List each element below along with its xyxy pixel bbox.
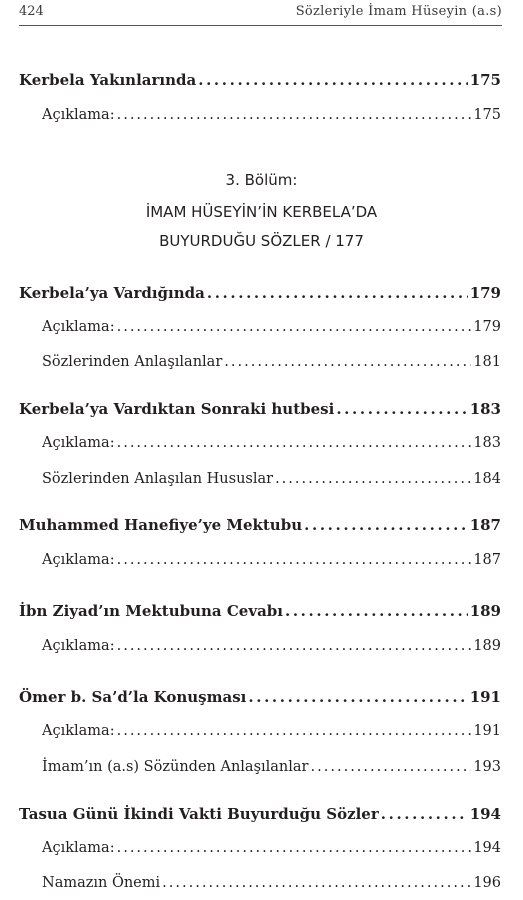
toc-entry-page: 179 <box>473 319 501 335</box>
toc-entry[interactable] <box>19 516 501 538</box>
toc-subentry[interactable] <box>42 107 501 129</box>
dot-leader <box>117 552 472 568</box>
running-title: Sözleriyle İmam Hüseyin (a.s) <box>295 4 502 19</box>
toc-entry[interactable] <box>19 284 501 306</box>
toc-entry-page: 191 <box>473 723 501 739</box>
toc-entry-title: Ömer b. Sa’d’la Konuşması <box>19 688 247 706</box>
toc-entry-title: İmam’ın (a.s) Sözünden Anlaşılanlar <box>42 759 309 775</box>
toc-entry-title: Açıklama: <box>42 107 115 123</box>
toc-subentry[interactable] <box>42 875 501 897</box>
toc-entry-title: İbn Ziyad’ın Mektubuna Cevabı <box>19 602 283 620</box>
toc-entry-page: 196 <box>473 875 501 891</box>
toc-entry-page: 189 <box>469 602 501 620</box>
toc-entry[interactable] <box>19 602 501 624</box>
page-number: 424 <box>19 4 44 19</box>
toc-entry-page: 194 <box>469 805 501 823</box>
dot-leader <box>336 400 467 418</box>
dot-leader <box>162 875 471 891</box>
dot-leader <box>198 71 467 89</box>
dot-leader <box>117 107 472 123</box>
toc-entry-title: Açıklama: <box>42 435 115 451</box>
toc-entry[interactable] <box>19 71 501 93</box>
dot-leader <box>117 840 472 856</box>
toc-subentry[interactable] <box>42 759 501 781</box>
dot-leader <box>117 638 472 654</box>
toc-entry-title: Açıklama: <box>42 638 115 654</box>
toc-entry-page: 187 <box>473 552 501 568</box>
toc-entry-page: 189 <box>473 638 501 654</box>
dot-leader <box>117 319 472 335</box>
toc-subentry[interactable] <box>42 435 501 457</box>
chapter-label: 3. Bölüm: <box>225 171 298 189</box>
dot-leader <box>117 435 472 451</box>
toc-entry-title: Sözlerinden Anlaşılan Hususlar <box>42 471 274 487</box>
toc-entry-title: Namazın Önemi <box>42 875 161 891</box>
toc-entry[interactable] <box>19 688 501 710</box>
toc-entry-title: Sözlerinden Anlaşılanlar <box>42 354 223 370</box>
toc-subentry[interactable] <box>42 723 501 745</box>
dot-leader <box>248 688 467 706</box>
toc-entry-title: Açıklama: <box>42 552 115 568</box>
toc-entry-page: 191 <box>469 688 501 706</box>
toc-subentry[interactable] <box>42 471 501 493</box>
toc-entry[interactable] <box>19 400 501 422</box>
chapter-title-line1: İMAM HÜSEYİN’İN KERBELA’DA <box>145 203 378 221</box>
toc-entry-title: Tasua Günü İkindi Vakti Buyurduğu Sözler <box>19 805 379 823</box>
page-header <box>19 4 502 24</box>
dot-leader <box>381 805 468 823</box>
toc-entry-title: Açıklama: <box>42 723 115 739</box>
dot-leader <box>310 759 471 775</box>
dot-leader <box>304 516 468 534</box>
toc-entry-page: 184 <box>473 471 501 487</box>
toc-subentry[interactable] <box>42 840 501 862</box>
toc-entry-title: Muhammed Hanefiye’ye Mektubu <box>19 516 303 534</box>
toc-entry-title: Açıklama: <box>42 840 115 856</box>
toc-subentry[interactable] <box>42 354 501 376</box>
toc-entry-page: 175 <box>469 71 501 89</box>
toc-subentry[interactable] <box>42 638 501 660</box>
toc-subentry[interactable] <box>42 319 501 341</box>
toc-entry-page: 181 <box>473 354 501 370</box>
toc-entry-page: 183 <box>469 400 501 418</box>
toc-entry-page: 183 <box>473 435 501 451</box>
toc-entry-title: Kerbela’ya Vardıktan Sonraki hutbesi <box>19 400 335 418</box>
dot-leader <box>207 284 468 302</box>
toc-entry-page: 175 <box>473 107 501 123</box>
toc-entry-page: 187 <box>469 516 501 534</box>
chapter-title-line2: BUYURDUĞU SÖZLER / 177 <box>159 232 364 250</box>
dot-leader <box>117 723 472 739</box>
toc-entry-title: Kerbela’ya Vardığında <box>19 284 205 302</box>
dot-leader <box>285 602 468 620</box>
toc-entry-page: 179 <box>469 284 501 302</box>
toc-entry-page: 194 <box>473 840 501 856</box>
toc-entry[interactable] <box>19 805 501 827</box>
toc-entry-title: Kerbela Yakınlarında <box>19 71 197 89</box>
toc-entry-title: Açıklama: <box>42 319 115 335</box>
dot-leader <box>275 471 471 487</box>
toc-subentry[interactable] <box>42 552 501 574</box>
toc-entry-page: 193 <box>473 759 501 775</box>
header-rule <box>19 25 502 26</box>
dot-leader <box>224 354 471 370</box>
